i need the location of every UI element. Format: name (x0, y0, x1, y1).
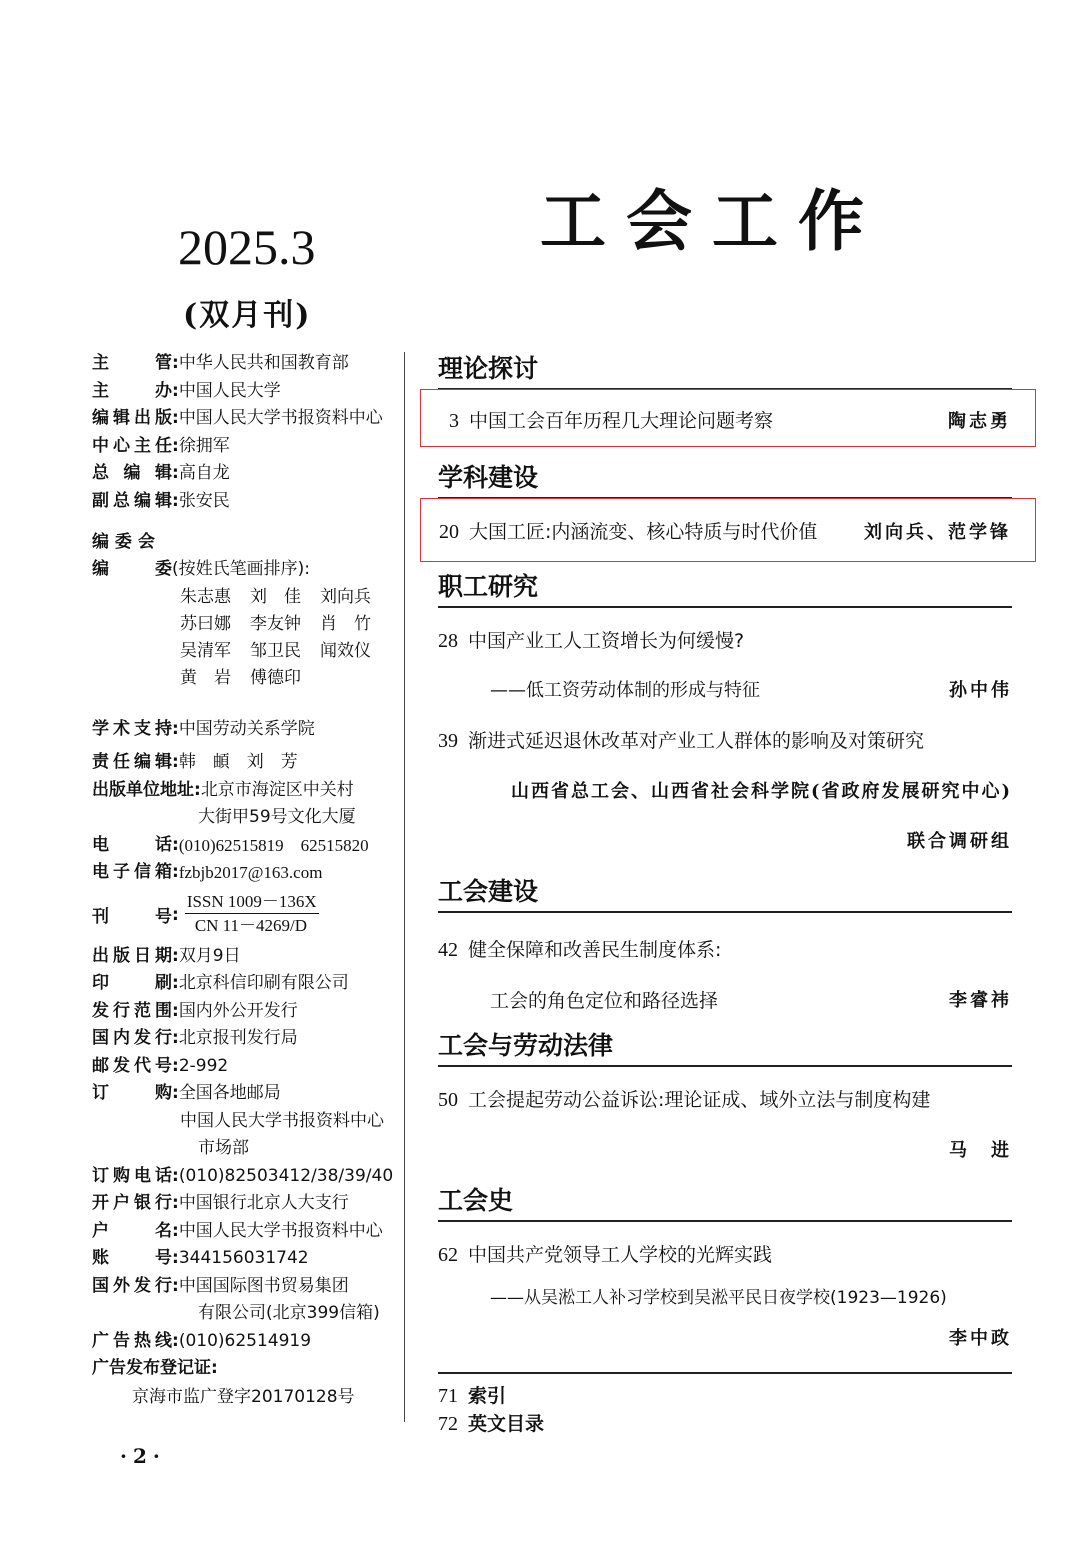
colophon-row: 总编辑 : 高自龙 (92, 460, 402, 488)
colophon-value-continued: 中国人民大学书报资料中心 (180, 1110, 384, 1131)
toc-entry[interactable] (438, 726, 1012, 753)
toc-entry[interactable] (439, 406, 1011, 433)
board-member: 黄 岩 (180, 667, 231, 688)
colophon-key: 开户银行 (92, 1193, 172, 1213)
article-title: 大国工匠:内涵流变、核心特质与时代价值 (469, 521, 818, 543)
colophon-key: 邮发代号 (92, 1055, 172, 1076)
colophon-value: 中华人民共和国教育部 (178, 353, 349, 373)
colophon-value-continued: 市场部 (198, 1138, 249, 1158)
colophon-key: 编辑出版 (92, 408, 172, 428)
article-author: 马 进 (949, 1140, 1012, 1161)
colophon-value: 徐拥军 (178, 435, 230, 456)
colophon-key: 订购 (92, 1083, 172, 1103)
issn-block (185, 891, 319, 938)
colophon-value: 双月9日 (178, 945, 241, 966)
colophon-row: 订购电话 : (010)82503412/38/39/40 (92, 1163, 402, 1191)
article-title: 中国工会百年历程几大理论问题考察 (469, 410, 774, 432)
colophon-key: 国内发行 (92, 1028, 172, 1048)
article-author: 陶志勇 (948, 411, 1011, 432)
colophon-row: 订购 : 全国各地邮局 (92, 1080, 402, 1108)
toc-entry[interactable] (438, 1240, 1012, 1267)
colophon-key: 户名 (92, 1220, 172, 1241)
article-author: 李睿祎 (949, 990, 1012, 1011)
colophon-row: 户名 : 中国人民大学书报资料中心 (92, 1218, 402, 1246)
article-subtitle: 工会的角色定位和路径选择 (490, 990, 719, 1012)
section-title: 学科建设 (438, 463, 539, 492)
colophon-value: (010)62515819 62515820 (178, 835, 369, 855)
colophon-value: 中国人民大学 (178, 380, 281, 401)
board-member: 朱志惠 (180, 586, 231, 607)
colophon-row: 国外发行 : 中国国际图书贸易集团 (92, 1273, 402, 1301)
colophon-row: 电子信箱 : fzbjb2017@163.com (92, 859, 402, 887)
english-toc-label: 英文目录 (468, 1413, 545, 1435)
colophon-key: 订购电话 (92, 1165, 172, 1186)
article-subtitle-row (438, 676, 1012, 702)
colophon-value: 2-992 (178, 1055, 229, 1076)
page-ref: 50 (438, 1089, 458, 1111)
colophon-value: 中国人民大学书报资料中心 (178, 408, 383, 428)
colophon-value: 344156031742 (178, 1248, 309, 1268)
section-title: 工会与劳动法律 (438, 1031, 614, 1060)
colophon-row: 刊号 : ISSN 1009－136X CN 11－4269/D (92, 887, 402, 943)
colophon-key: 印刷 (92, 973, 172, 993)
colophon-row: 邮发代号 : 2-992 (92, 1053, 402, 1081)
issue-number: 2025.3 (178, 219, 316, 275)
colophon-key: 刊号 (92, 907, 172, 927)
page-ref: 3 (449, 410, 459, 432)
toc-entry[interactable] (438, 626, 1012, 653)
section-rule (438, 1065, 1012, 1067)
colophon-row (92, 556, 402, 584)
article-subtitle: ——低工资劳动体制的形成与特征 (490, 680, 760, 701)
page-number: ·2· (120, 1444, 166, 1468)
section-title: 理论探讨 (438, 354, 539, 383)
issn-number: ISSN 1009－136X (185, 891, 319, 914)
section-rule (438, 1372, 1012, 1374)
colophon-value: 张安民 (178, 490, 230, 511)
colophon-key: 总编辑 (92, 463, 172, 483)
colophon-key: 副总编辑 (92, 490, 172, 511)
ad-registration-number: 京海市监广登字20170128号 (132, 1386, 355, 1407)
toc-entry[interactable] (438, 1410, 1012, 1438)
colophon-value: 北京报刊发行局 (178, 1028, 298, 1048)
colophon-row: 主管 : 中华人民共和国教育部 (92, 350, 402, 378)
colophon-row: 电话 : (010)62515819 62515820 (92, 832, 402, 860)
colophon-value: 中国国际图书贸易集团 (178, 1275, 349, 1296)
colophon-key: 主办 (92, 380, 172, 401)
board-member: 苏曰娜 (180, 613, 231, 634)
highlighted-article (420, 498, 1036, 562)
colophon-row: 账号 : 344156031742 (92, 1245, 402, 1273)
colophon-key: 中心主任 (92, 435, 172, 456)
page-ref: 42 (438, 939, 458, 961)
colophon (92, 350, 402, 1411)
colophon-value: 北京市海淀区中关村 (200, 779, 354, 800)
table-of-contents (438, 352, 1012, 1438)
toc-entry[interactable] (439, 517, 1011, 544)
colophon-value-continued: 有限公司(北京399信箱) (198, 1303, 380, 1323)
colophon-value: fzbjb2017@163.com (178, 863, 323, 882)
section-rule (438, 1220, 1012, 1222)
colophon-row: 出版日期 : 双月9日 (92, 943, 402, 971)
colophon-value-continued: 大街甲59号文化大厦 (198, 807, 356, 827)
board-member: 傅德印 (250, 667, 301, 688)
colophon-value: (010)62514919 (178, 1330, 312, 1351)
column-divider (404, 352, 405, 1422)
colophon-value: 北京科信印刷有限公司 (178, 973, 349, 993)
article-subtitle-row (438, 986, 1012, 1013)
page-ref: 20 (439, 521, 459, 543)
colophon-key: 编委 (92, 559, 172, 579)
colophon-value: 中国劳动关系学院 (178, 718, 315, 739)
colophon-row: 国内发行 : 北京报刊发行局 (92, 1025, 402, 1053)
colophon-value: 中国人民大学书报资料中心 (178, 1220, 383, 1241)
colophon-row: 副总编辑 : 张安民 (92, 488, 402, 516)
board-member: 刘向兵 (320, 586, 371, 607)
colophon-value: 全国各地邮局 (178, 1083, 281, 1103)
page-ref: 72 (438, 1413, 458, 1435)
colophon-key: 出版单位地址 (92, 779, 194, 800)
highlighted-article (420, 389, 1036, 447)
article-title: 工会提起劳动公益诉讼:理论证成、域外立法与制度构建 (468, 1089, 931, 1111)
section-title: 工会史 (438, 1186, 514, 1215)
members-note: (按姓氏笔画排序): (172, 559, 310, 579)
page-ref: 62 (438, 1244, 458, 1266)
publication-frequency: (双月刊) (183, 298, 312, 333)
board-member: 邹卫民 (250, 640, 301, 661)
article-author: 山西省总工会、山西省社会科学院(省政府发展研究中心) (510, 781, 1012, 802)
article-title: 健全保障和改善民生制度体系: (468, 939, 722, 961)
colophon-key: 学术支持 (92, 718, 172, 739)
colophon-row: 出版单位地址 : 北京市海淀区中关村 (92, 777, 402, 805)
section-rule (438, 911, 1012, 913)
editorial-board-members (92, 584, 402, 692)
colophon-key: 国外发行 (92, 1275, 172, 1296)
colophon-row: 广告热线 : (010)62514919 (92, 1328, 402, 1356)
board-member: 刘 佳 (250, 586, 301, 607)
page-ref: 28 (438, 630, 458, 652)
colophon-key: 责任编辑 (92, 752, 172, 772)
cn-number: CN 11－4269/D (194, 916, 308, 935)
article-author: 李中政 (949, 1328, 1012, 1349)
board-member: 李友钟 (250, 613, 301, 634)
colophon-row: 学术支持 : 中国劳动关系学院 (92, 716, 402, 744)
section-title: 工会建设 (438, 877, 539, 906)
page-ref: 71 (438, 1385, 458, 1407)
editorial-board-heading: 编 委 会 (92, 532, 155, 552)
colophon-value: 高自龙 (178, 463, 230, 483)
article-author-continued: 联合调研组 (907, 831, 1012, 852)
colophon-value: (010)82503412/38/39/40 (178, 1165, 394, 1186)
colophon-key: 主管 (92, 353, 172, 373)
board-member: 肖 竹 (320, 613, 371, 634)
colophon-key: 电话 (92, 834, 172, 855)
colophon-key: 发行范围 (92, 1000, 172, 1021)
section-rule (438, 606, 1012, 608)
journal-title: 工会工作 (540, 182, 884, 260)
colophon-row: 编辑出版 : 中国人民大学书报资料中心 (92, 405, 402, 433)
colophon-row: 责任编辑 : 韩 頔 刘 芳 (92, 749, 402, 777)
index-label: 索引 (468, 1385, 507, 1407)
colophon-value: 中国银行北京人大支行 (178, 1193, 349, 1213)
colophon-key: 电子信箱 (92, 862, 172, 882)
article-subtitle: ——从吴淞工人补习学校到吴淞平民日夜学校(1923—1926) (490, 1288, 947, 1308)
article-author: 刘向兵、范学锋 (864, 522, 1011, 543)
colophon-key: 广告发布登记证 (92, 1358, 211, 1378)
colophon-value: 国内外公开发行 (178, 1000, 298, 1021)
colophon-key: 广告热线 (92, 1330, 172, 1351)
colophon-row: 开户银行 : 中国银行北京人大支行 (92, 1190, 402, 1218)
colophon-key: 账号 (92, 1248, 172, 1268)
article-title: 中国产业工人工资增长为何缓慢? (468, 630, 745, 652)
colophon-row: 中心主任 : 徐拥军 (92, 433, 402, 461)
board-member: 吴清军 (180, 640, 231, 661)
article-author: 孙中伟 (949, 680, 1012, 701)
colophon-row: 广告发布登记证 : (92, 1355, 402, 1383)
toc-entry[interactable] (438, 935, 1012, 962)
article-title: 中国共产党领导工人学校的光辉实践 (468, 1244, 773, 1266)
colophon-key: 出版日期 (92, 945, 172, 966)
section-title: 职工研究 (438, 572, 539, 601)
toc-entry[interactable] (438, 1382, 1012, 1410)
article-title: 渐进式延迟退休改革对产业工人群体的影响及对策研究 (468, 730, 925, 752)
colophon-row: 印刷 : 北京科信印刷有限公司 (92, 970, 402, 998)
colophon-row: 发行范围 : 国内外公开发行 (92, 998, 402, 1026)
toc-entry[interactable] (438, 1085, 1012, 1112)
colophon-value: 韩 頔 刘 芳 (178, 752, 298, 772)
page-ref: 39 (438, 730, 458, 752)
board-member: 闻效仪 (320, 640, 371, 661)
colophon-row: 主办 : 中国人民大学 (92, 378, 402, 406)
